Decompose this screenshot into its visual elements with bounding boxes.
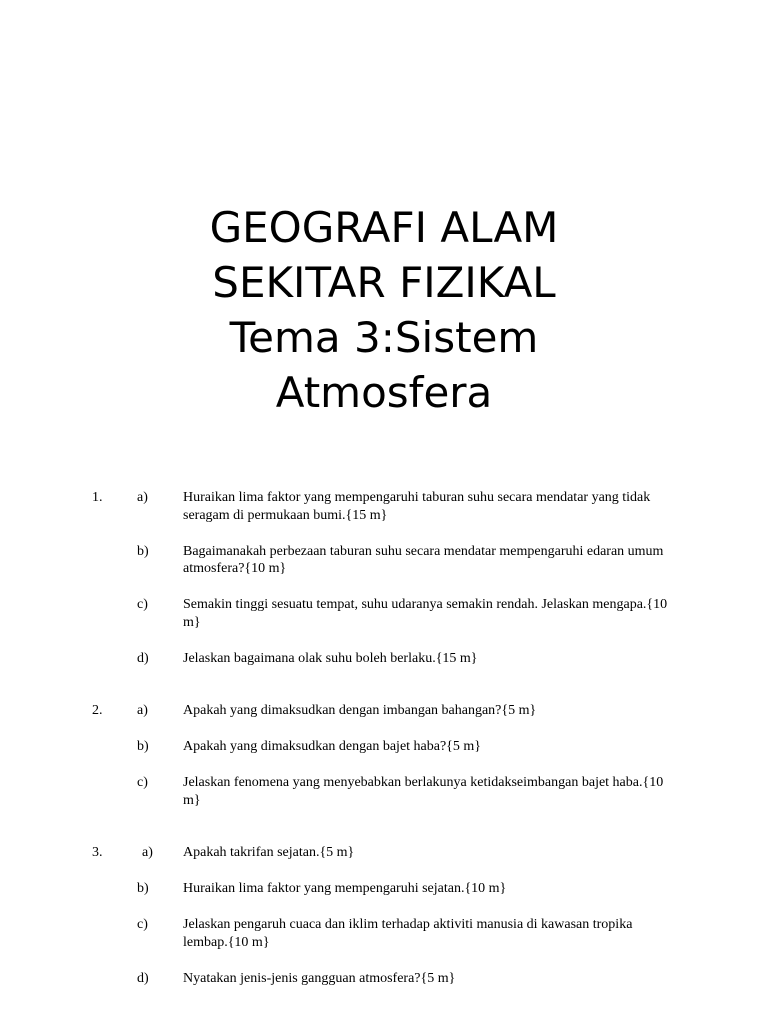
sub-question-1d — [0, 650, 768, 668]
sub-question-3b — [0, 880, 768, 898]
sub-question-text: Jelaskan pengaruh cuaca dan iklim terhadap aktiviti manusia di kawasan tropika lembap.{10 m} — [183, 917, 633, 950]
sub-question-3c — [0, 916, 768, 951]
sub-question-text: Jelaskan fenomena yang menyebabkan berlakunya ketidakseimbangan bajet haba.{10 m} — [183, 775, 664, 808]
sub-question-text: Huraikan lima faktor yang mempengaruhi taburan suhu secara mendatar yang tidak seragam di permukaan bumi.{15 m} — [183, 490, 658, 523]
question-2 — [0, 702, 768, 809]
sub-question-text: Nyatakan jenis-jenis gangguan atmosfera?{5 m} — [183, 970, 456, 986]
sub-question-text: Apakah yang dimaksudkan dengan bajet haba?{5 m} — [183, 739, 482, 754]
sub-question-letter: d) — [137, 970, 149, 986]
title-line-4: Atmosfera — [275, 368, 493, 417]
sub-question-letter: a) — [137, 703, 148, 718]
sub-question-letter: c) — [137, 775, 148, 790]
sub-question-letter: b) — [137, 739, 149, 754]
sub-question-2c — [0, 774, 768, 809]
sub-question-1c — [0, 596, 768, 631]
question-1 — [0, 489, 768, 667]
sub-question-letter: c) — [137, 917, 148, 932]
sub-question-text: Apakah yang dimaksudkan dengan imbangan bahangan?{5 m} — [183, 703, 537, 718]
sub-question-letter: a) — [137, 490, 148, 505]
sub-question-1a — [0, 489, 768, 524]
sub-question-2a — [0, 702, 768, 720]
title-line-1: GEOGRAFI ALAM — [209, 203, 559, 252]
sub-question-text: Apakah takrifan sejatan.{5 m} — [183, 845, 355, 860]
sub-question-letter: b) — [137, 543, 149, 559]
sub-question-text: Semakin tinggi sesuatu tempat, suhu udaranya semakin rendah. Jelaskan mengapa.{10 m} — [183, 597, 668, 630]
question-number: 1. — [92, 490, 103, 505]
question-number: 2. — [92, 703, 103, 718]
question-list — [0, 472, 768, 987]
sub-question-3d — [0, 970, 768, 988]
title-line-2: SEKITAR FIZIKAL — [212, 258, 556, 307]
sub-question-text: Jelaskan bagaimana olak suhu boleh berlaku.{15 m} — [183, 650, 478, 666]
question-3 — [0, 844, 768, 987]
sub-question-2b — [0, 738, 768, 756]
sub-question-letter: a) — [142, 845, 153, 860]
sub-question-letter: c) — [137, 597, 148, 612]
sub-question-1b — [0, 543, 768, 578]
sub-question-text: Huraikan lima faktor yang mempengaruhi sejatan.{10 m} — [183, 881, 507, 896]
sub-question-letter: d) — [137, 650, 149, 666]
question-number: 3. — [92, 845, 103, 860]
title-line-3: Tema 3:Sistem — [229, 313, 539, 362]
sub-question-letter: b) — [137, 881, 149, 896]
document-title — [0, 200, 768, 420]
sub-question-3a — [0, 844, 768, 862]
sub-question-text: Bagaimanakah perbezaan taburan suhu secara mendatar mempengaruhi edaran umum atmosfera?{10 m} — [183, 543, 664, 576]
